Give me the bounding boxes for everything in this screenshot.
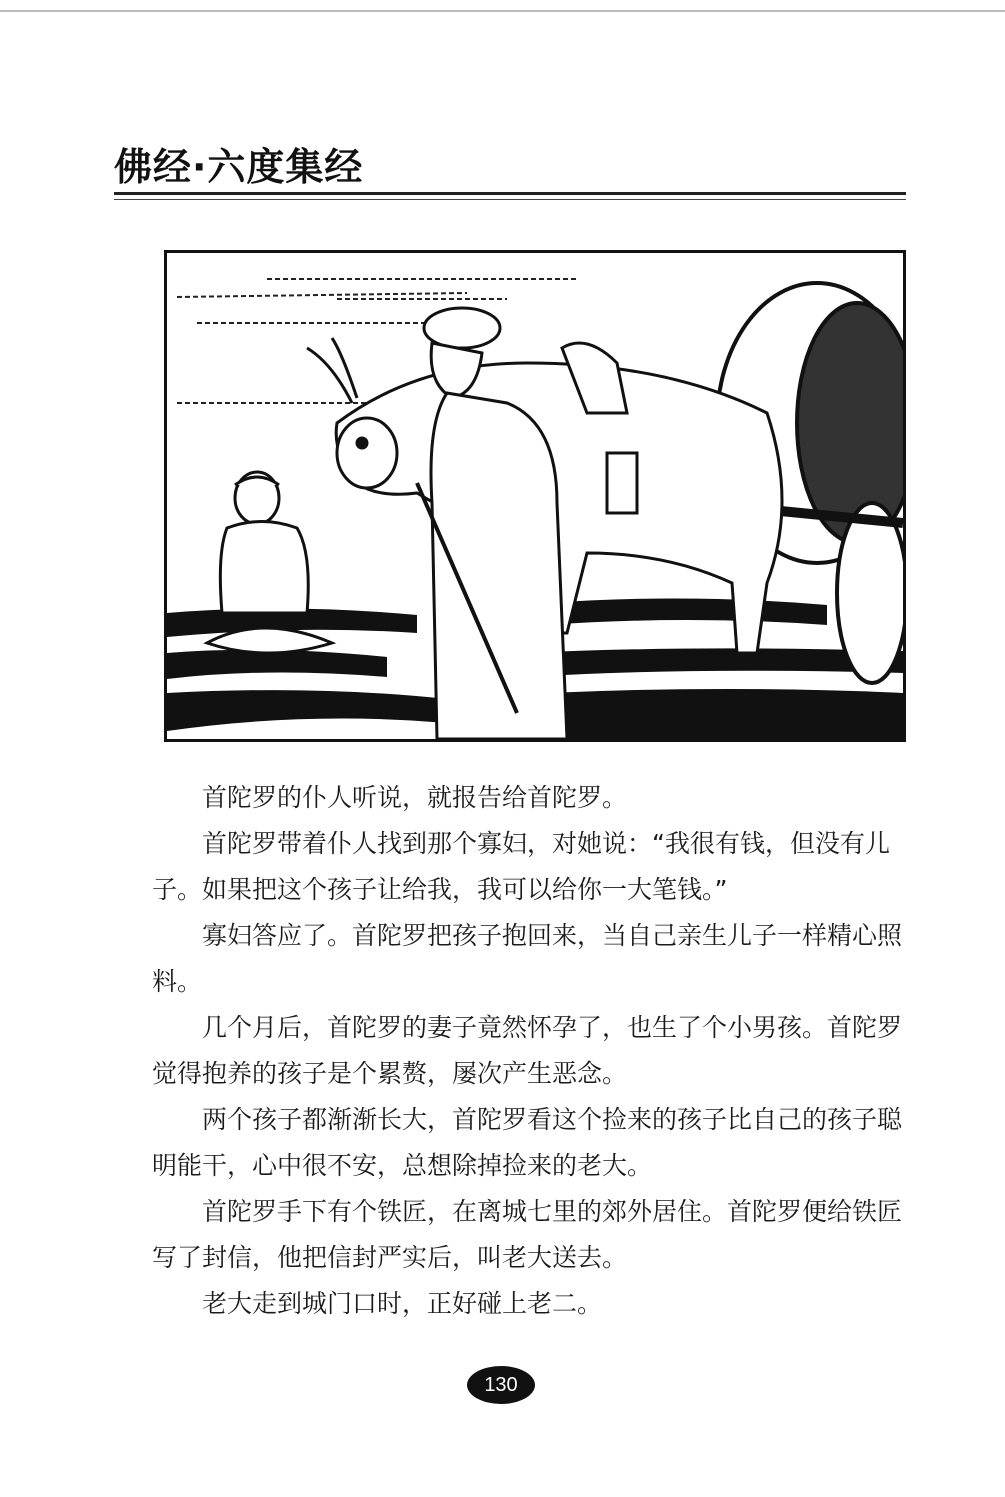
header-rule-thin — [114, 199, 906, 200]
page-header-title: 佛经·六度集经 — [114, 145, 364, 189]
paragraph-4: 几个月后，首陀罗的妻子竟然怀孕了，也生了个小男孩。首陀罗觉得抱养的孩子是个累赘，屡次产生恶念。 — [152, 1013, 903, 1088]
story-illustration — [164, 250, 906, 742]
illustration-drawing — [167, 253, 903, 739]
paragraph-7: 老大走到城门口时，正好碰上老二。 — [202, 1289, 603, 1318]
top-rule — [0, 10, 1005, 12]
paragraph-2: 首陀罗带着仆人找到那个寡妇，对她说：“我很有钱，但没有儿子。如果把这个孩子让给我，我可以给你一大笔钱。” — [152, 829, 890, 904]
page-number: 130 — [467, 1366, 535, 1404]
paragraph-5: 两个孩子都渐渐长大，首陀罗看这个捡来的孩子比自己的孩子聪明能干，心中很不安，总想除掉捡来的老大。 — [152, 1105, 903, 1180]
story-text — [152, 775, 902, 1327]
paragraph-6: 首陀罗手下有个铁匠，在离城七里的郊外居住。首陀罗便给铁匠写了封信，他把信封严实后，叫老大送去。 — [152, 1197, 903, 1272]
paragraph-1: 首陀罗的仆人听说，就报告给首陀罗。 — [202, 783, 628, 812]
paragraph-3: 寡妇答应了。首陀罗把孩子抱回来，当自己亲生儿子一样精心照料。 — [152, 921, 903, 996]
header-rule — [114, 192, 906, 195]
